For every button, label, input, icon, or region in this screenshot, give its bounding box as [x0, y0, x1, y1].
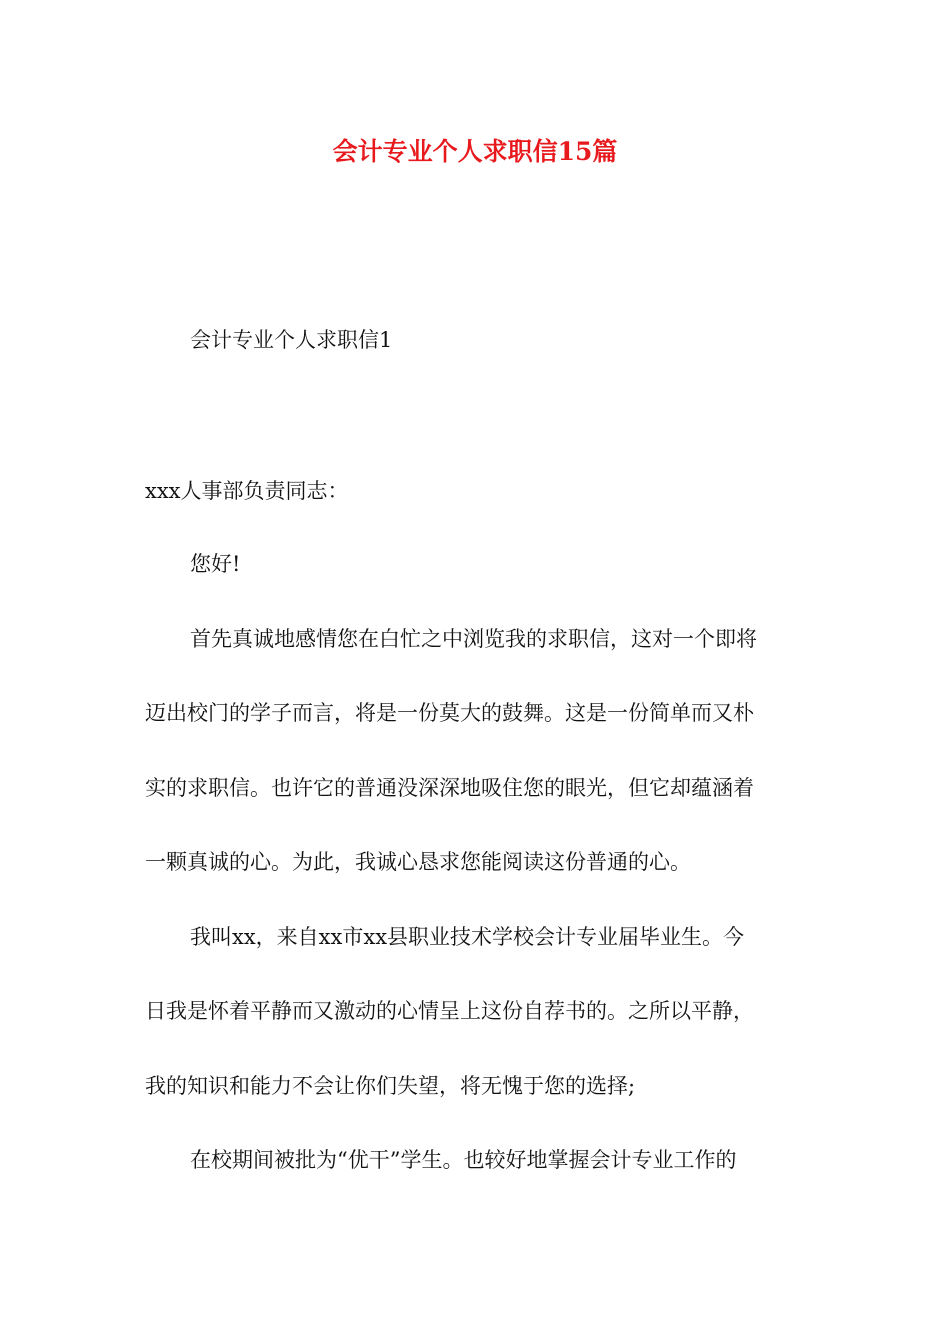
greeting: 您好! — [190, 552, 241, 576]
salutation: xxx人事部负责同志： — [145, 479, 349, 503]
paragraph1-line1: 首先真诚地感情您在白忙之中浏览我的求职信，这对一个即将 — [190, 627, 757, 651]
paragraph3-line1: 在校期间被批为“优干”学生。也较好地掌握会计专业工作的 — [190, 1148, 737, 1172]
paragraph2-line1: 我叫xx，来自xx市xx县职业技术学校会计专业届毕业生。今 — [190, 925, 745, 949]
paragraph2-line3: 我的知识和能力不会让你们失望，将无愧于您的选择; — [145, 1074, 636, 1098]
paragraph2-line2: 日我是怀着平静而又激动的心情呈上这份自荐书的。之所以平静， — [145, 999, 754, 1023]
paragraph1-line4: 一颗真诚的心。为此，我诚心恳求您能阅读这份普通的心。 — [145, 850, 691, 874]
paragraph1-line3: 实的求职信。也许它的普通没深深地吸住您的眼光，但它却蕴涵着 — [145, 776, 754, 800]
document-title: 会计专业个人求职信15篇 — [332, 137, 618, 166]
section-heading: 会计专业个人求职信1 — [190, 328, 393, 352]
paragraph1-line2: 迈出校门的学子而言，将是一份莫大的鼓舞。这是一份简单而又朴 — [145, 701, 754, 725]
